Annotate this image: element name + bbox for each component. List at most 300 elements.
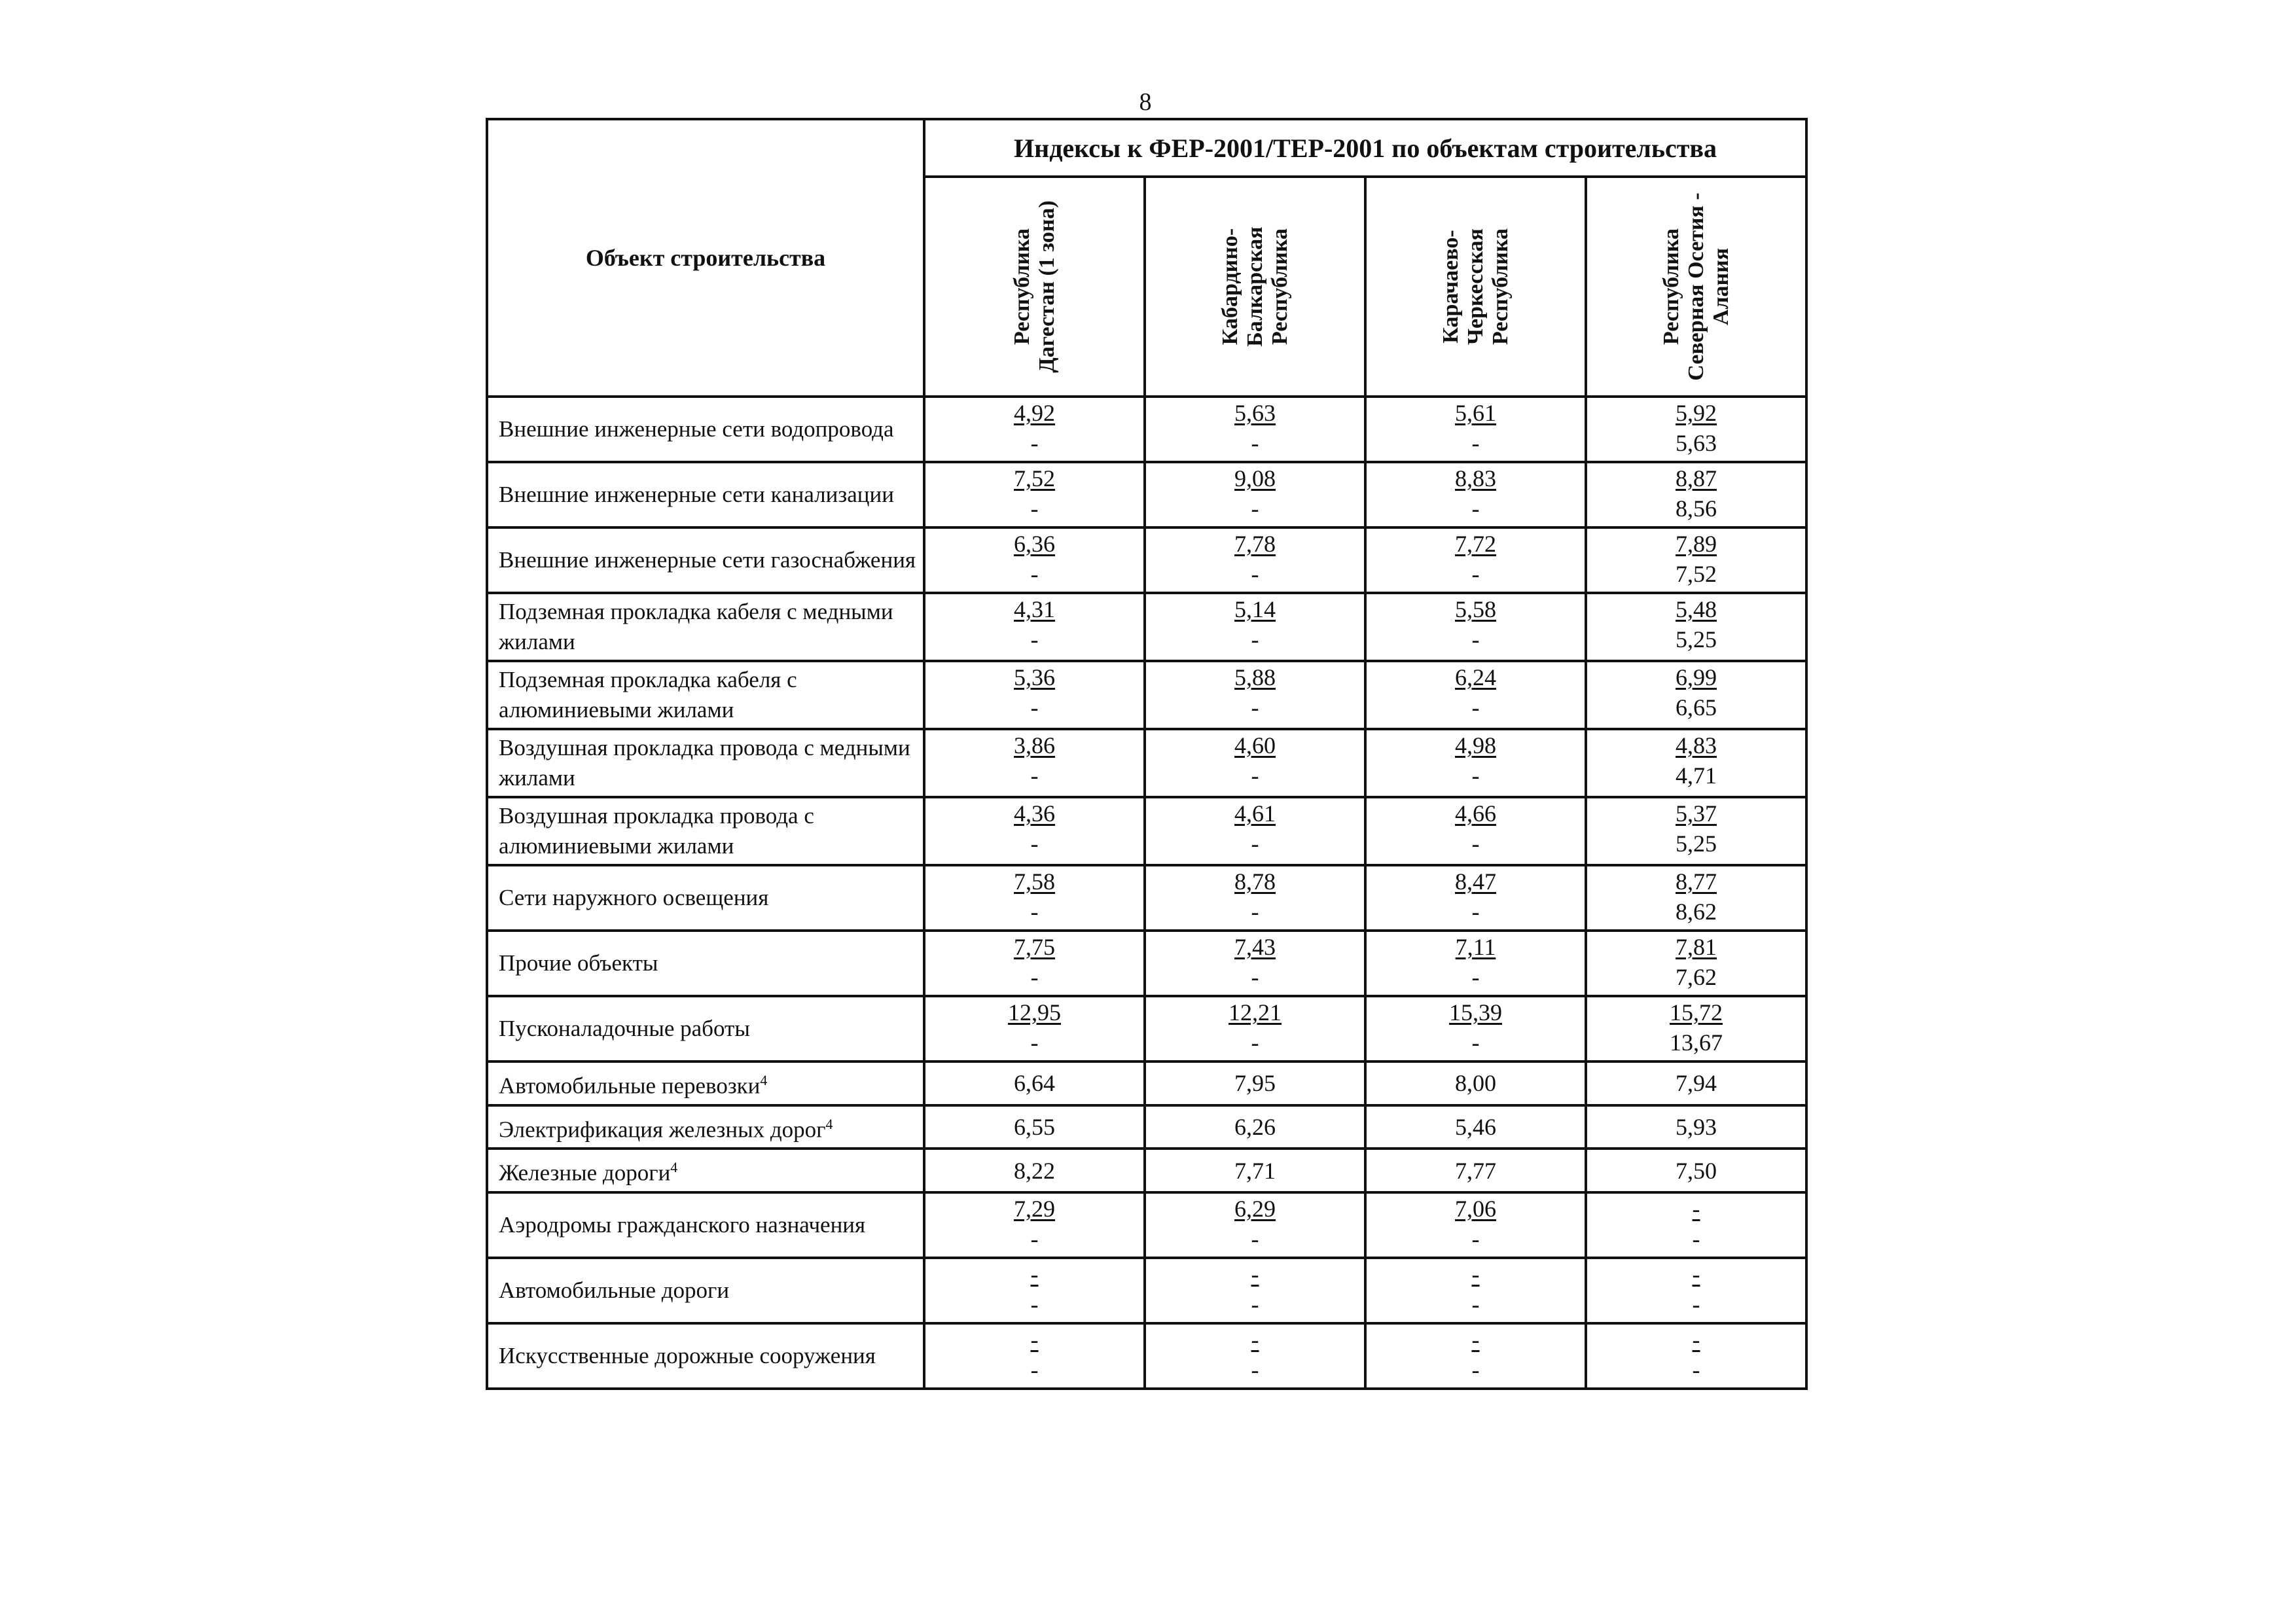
region-label: Карачаево-Черкесская Республика xyxy=(1438,228,1513,345)
index-denominator: - xyxy=(1251,430,1259,456)
index-cell xyxy=(1586,397,1806,462)
value-text: 8,87 xyxy=(1676,465,1717,491)
value-text: 7,72 xyxy=(1455,531,1496,557)
object-name-cell xyxy=(487,797,924,865)
object-name: Автомобильные дороги xyxy=(499,1277,730,1303)
region-header xyxy=(1586,177,1806,397)
indices-header: Индексы к ФЕР-2001/ТЕР-2001 по объектам строительства xyxy=(924,119,1806,177)
index-cell xyxy=(1145,661,1365,729)
value-text: 4,61 xyxy=(1234,800,1276,827)
value-text: - xyxy=(1471,1260,1480,1287)
value-text: 7,29 xyxy=(1014,1195,1055,1222)
value-text: 5,36 xyxy=(1014,664,1055,690)
index-denominator: - xyxy=(1030,495,1039,522)
index-cell xyxy=(1145,1192,1365,1258)
index-numerator xyxy=(1146,997,1364,1027)
value-text: 8,78 xyxy=(1234,868,1276,895)
index-numerator xyxy=(1587,1194,1805,1224)
index-numerator xyxy=(1367,932,1585,962)
index-denominator: - xyxy=(1030,1225,1039,1252)
index-numerator xyxy=(925,1194,1143,1224)
index-cell xyxy=(924,1258,1145,1323)
index-numerator xyxy=(925,398,1143,428)
index-denominator: - xyxy=(1030,694,1039,721)
index-denominator: - xyxy=(1471,1356,1480,1383)
value-text: 6,99 xyxy=(1676,664,1717,690)
index-cell xyxy=(1586,996,1806,1061)
index-numerator xyxy=(1146,529,1364,559)
index-cell xyxy=(1365,1323,1586,1389)
table-row xyxy=(487,527,1806,593)
object-name-cell xyxy=(487,661,924,729)
object-name-cell xyxy=(487,397,924,462)
object-name: Подземная прокладка кабеля с алюминиевыми жилами xyxy=(499,667,797,722)
value-text: - xyxy=(1692,1326,1700,1353)
index-cell xyxy=(1586,593,1806,661)
value-text: 12,21 xyxy=(1229,999,1282,1026)
index-numerator xyxy=(1587,463,1805,493)
index-denominator: - xyxy=(1471,830,1480,857)
index-cell xyxy=(924,1105,1145,1149)
index-numerator xyxy=(1587,398,1805,428)
index-denominator: - xyxy=(1030,899,1039,925)
index-cell xyxy=(1365,996,1586,1061)
index-cell xyxy=(1145,931,1365,996)
index-value xyxy=(1367,1156,1585,1185)
index-numerator xyxy=(1146,730,1364,760)
index-value xyxy=(1587,1156,1805,1185)
index-cell xyxy=(1586,1061,1806,1105)
index-denominator: 5,25 xyxy=(1676,626,1717,652)
index-cell xyxy=(1365,729,1586,797)
index-numerator xyxy=(1367,529,1585,559)
value-text: 4,31 xyxy=(1014,596,1055,622)
value-text: 15,39 xyxy=(1449,999,1502,1026)
value-text: 6,64 xyxy=(1014,1070,1055,1097)
index-numerator xyxy=(1587,1259,1805,1289)
index-cell xyxy=(1145,729,1365,797)
index-denominator: - xyxy=(1030,430,1039,456)
index-denominator: 8,56 xyxy=(1676,495,1717,522)
value-text: 6,55 xyxy=(1014,1113,1055,1140)
value-text: 5,58 xyxy=(1455,596,1496,622)
table-row xyxy=(487,593,1806,661)
table-row xyxy=(487,462,1806,527)
index-numerator xyxy=(925,798,1143,829)
index-cell xyxy=(1365,797,1586,865)
index-denominator: - xyxy=(1471,495,1480,522)
index-denominator: - xyxy=(1471,430,1480,456)
index-denominator: - xyxy=(1471,1029,1480,1056)
object-name: Аэродромы гражданского назначения xyxy=(499,1211,866,1238)
index-cell xyxy=(1586,527,1806,593)
index-cell xyxy=(1586,462,1806,527)
index-cell xyxy=(1586,1105,1806,1149)
value-text: 7,06 xyxy=(1455,1195,1496,1222)
index-cell xyxy=(1145,593,1365,661)
value-text: 4,60 xyxy=(1234,732,1276,758)
region-label: Республика Северная Осетия - Алания xyxy=(1659,192,1733,381)
index-cell xyxy=(924,397,1145,462)
region-label: Кабардино-Балкарская Республика xyxy=(1217,226,1292,347)
index-denominator: 13,67 xyxy=(1670,1029,1723,1056)
index-cell xyxy=(924,593,1145,661)
value-text: 7,50 xyxy=(1676,1157,1717,1184)
value-text: 7,58 xyxy=(1014,868,1055,895)
object-name-cell xyxy=(487,1323,924,1389)
index-cell xyxy=(1586,729,1806,797)
value-text: 7,89 xyxy=(1676,531,1717,557)
object-name-cell xyxy=(487,1149,924,1192)
index-numerator xyxy=(1367,594,1585,624)
value-text: 8,00 xyxy=(1455,1070,1496,1097)
footnote-marker: 4 xyxy=(825,1115,833,1132)
index-numerator xyxy=(1367,398,1585,428)
index-numerator xyxy=(925,1259,1143,1289)
object-column-header: Объект строительства xyxy=(487,119,924,397)
value-text: 7,95 xyxy=(1234,1070,1276,1097)
index-cell xyxy=(1365,1105,1586,1149)
index-denominator: - xyxy=(1692,1356,1700,1383)
value-text: 6,29 xyxy=(1234,1195,1276,1222)
index-cell xyxy=(924,865,1145,931)
region-header xyxy=(1365,177,1586,397)
value-text: 7,75 xyxy=(1014,934,1055,960)
table-row xyxy=(487,1061,1806,1105)
value-text: 4,92 xyxy=(1014,400,1055,426)
index-cell xyxy=(924,931,1145,996)
index-numerator xyxy=(1587,529,1805,559)
index-cell xyxy=(1145,1061,1365,1105)
index-denominator: - xyxy=(1251,762,1259,789)
index-denominator: - xyxy=(1030,964,1039,990)
index-denominator: - xyxy=(1251,830,1259,857)
index-denominator: 7,62 xyxy=(1676,964,1717,990)
index-denominator: - xyxy=(1251,626,1259,652)
index-numerator xyxy=(1367,463,1585,493)
index-denominator: - xyxy=(1251,899,1259,925)
index-numerator xyxy=(1587,1325,1805,1355)
index-denominator: - xyxy=(1030,762,1039,789)
index-numerator xyxy=(925,529,1143,559)
object-name: Подземная прокладка кабеля с медными жилами xyxy=(499,599,893,654)
value-text: 7,77 xyxy=(1455,1157,1496,1184)
index-numerator xyxy=(1587,730,1805,760)
index-denominator: 6,65 xyxy=(1676,694,1717,721)
table-row xyxy=(487,1323,1806,1389)
index-cell xyxy=(1365,865,1586,931)
table-row xyxy=(487,661,1806,729)
index-value xyxy=(1587,1069,1805,1097)
object-name: Воздушная прокладка провода с медными жилами xyxy=(499,735,910,791)
index-cell xyxy=(1145,527,1365,593)
value-text: 7,78 xyxy=(1234,531,1276,557)
index-denominator: 4,71 xyxy=(1676,762,1717,789)
value-text: 4,66 xyxy=(1455,800,1496,827)
value-text: 7,52 xyxy=(1014,465,1055,491)
index-numerator xyxy=(1367,730,1585,760)
index-cell xyxy=(1586,1323,1806,1389)
region-label: Республика Дагестан (1 зона) xyxy=(1009,200,1059,373)
index-numerator xyxy=(1146,662,1364,692)
index-cell xyxy=(924,1061,1145,1105)
index-cell xyxy=(924,797,1145,865)
object-name-cell xyxy=(487,1258,924,1323)
object-name-cell xyxy=(487,593,924,661)
index-numerator xyxy=(1146,1194,1364,1224)
object-name: Пусконаладочные работы xyxy=(499,1016,750,1041)
index-cell xyxy=(1365,593,1586,661)
index-denominator: - xyxy=(1471,762,1480,789)
index-numerator xyxy=(1146,463,1364,493)
table-row xyxy=(487,797,1806,865)
index-denominator: 7,52 xyxy=(1676,561,1717,587)
index-numerator xyxy=(1367,798,1585,829)
index-cell xyxy=(1365,397,1586,462)
value-text: - xyxy=(1692,1195,1700,1222)
value-text: 6,36 xyxy=(1014,531,1055,557)
index-denominator: 5,25 xyxy=(1676,830,1717,857)
page-number: 8 xyxy=(1139,88,1152,116)
index-cell xyxy=(1365,462,1586,527)
table-row xyxy=(487,397,1806,462)
index-cell xyxy=(1586,931,1806,996)
value-text: 6,26 xyxy=(1234,1113,1276,1140)
value-text: 12,95 xyxy=(1008,999,1061,1026)
value-text: - xyxy=(1251,1260,1259,1287)
index-numerator xyxy=(925,932,1143,962)
region-header xyxy=(1145,177,1365,397)
object-name-cell xyxy=(487,865,924,931)
index-numerator xyxy=(1587,662,1805,692)
object-name-cell xyxy=(487,1192,924,1258)
index-value xyxy=(925,1113,1143,1141)
index-numerator xyxy=(1367,662,1585,692)
value-text: 5,88 xyxy=(1234,664,1276,690)
index-cell xyxy=(1145,1105,1365,1149)
index-numerator xyxy=(925,997,1143,1027)
index-numerator xyxy=(1146,932,1364,962)
object-name-cell xyxy=(487,729,924,797)
index-denominator: - xyxy=(1251,1356,1259,1383)
value-text: 5,48 xyxy=(1676,596,1717,622)
index-denominator: - xyxy=(1030,1291,1039,1317)
index-denominator: - xyxy=(1692,1225,1700,1252)
index-value xyxy=(1367,1069,1585,1097)
index-numerator xyxy=(1587,798,1805,829)
index-cell xyxy=(1365,1061,1586,1105)
value-text: - xyxy=(1692,1260,1700,1287)
value-text: 7,43 xyxy=(1234,934,1276,960)
index-numerator xyxy=(1587,866,1805,897)
indices-table xyxy=(486,118,1808,1390)
table-row xyxy=(487,729,1806,797)
index-value xyxy=(1146,1069,1364,1097)
index-numerator xyxy=(1146,866,1364,897)
index-cell xyxy=(1145,996,1365,1061)
index-value xyxy=(1146,1156,1364,1185)
object-name: Внешние инженерные сети газоснабжения xyxy=(499,547,916,573)
index-cell xyxy=(924,1149,1145,1192)
table-body xyxy=(487,397,1806,1389)
index-denominator: - xyxy=(1030,626,1039,652)
index-denominator: - xyxy=(1471,964,1480,990)
index-denominator: - xyxy=(1251,561,1259,587)
object-name: Искусственные дорожные сооружения xyxy=(499,1342,876,1368)
index-denominator: - xyxy=(1692,1291,1700,1317)
index-numerator xyxy=(925,463,1143,493)
value-text: - xyxy=(1251,1326,1259,1353)
index-cell xyxy=(924,462,1145,527)
value-text: 5,14 xyxy=(1234,596,1276,622)
index-numerator xyxy=(1587,594,1805,624)
index-cell xyxy=(1586,661,1806,729)
object-name-cell xyxy=(487,1105,924,1149)
index-cell xyxy=(1145,1258,1365,1323)
table-row xyxy=(487,1192,1806,1258)
index-denominator: - xyxy=(1471,899,1480,925)
index-numerator xyxy=(1367,866,1585,897)
object-name-cell xyxy=(487,527,924,593)
index-value xyxy=(925,1156,1143,1185)
index-cell xyxy=(1586,865,1806,931)
value-text: 9,08 xyxy=(1234,465,1276,491)
index-cell xyxy=(1365,931,1586,996)
value-text: - xyxy=(1030,1326,1039,1353)
index-denominator: - xyxy=(1030,1356,1039,1383)
index-cell xyxy=(1145,1323,1365,1389)
index-cell xyxy=(1586,1192,1806,1258)
index-numerator xyxy=(925,866,1143,897)
object-name: Воздушная прокладка провода с алюминиевыми жилами xyxy=(499,803,814,859)
index-cell xyxy=(924,1192,1145,1258)
index-cell xyxy=(924,996,1145,1061)
index-denominator: - xyxy=(1251,964,1259,990)
value-text: 5,63 xyxy=(1234,400,1276,426)
index-cell xyxy=(1145,1149,1365,1192)
index-numerator xyxy=(1367,1259,1585,1289)
index-numerator xyxy=(1146,398,1364,428)
index-value xyxy=(1587,1113,1805,1141)
index-cell xyxy=(924,661,1145,729)
index-denominator: - xyxy=(1251,1029,1259,1056)
value-text: 8,77 xyxy=(1676,868,1717,895)
index-numerator xyxy=(925,662,1143,692)
object-name: Внешние инженерные сети водопровода xyxy=(499,416,894,442)
object-name-cell xyxy=(487,1061,924,1105)
object-name: Внешние инженерные сети канализации xyxy=(499,482,894,507)
index-denominator: - xyxy=(1251,1291,1259,1317)
index-cell xyxy=(924,729,1145,797)
index-numerator xyxy=(925,594,1143,624)
index-cell xyxy=(1365,1149,1586,1192)
index-numerator xyxy=(925,1325,1143,1355)
value-text: 15,72 xyxy=(1670,999,1723,1026)
index-denominator: - xyxy=(1471,694,1480,721)
index-numerator xyxy=(1587,932,1805,962)
index-cell xyxy=(1365,527,1586,593)
table-row xyxy=(487,1149,1806,1192)
footnote-marker: 4 xyxy=(760,1072,768,1088)
value-text: 4,98 xyxy=(1455,732,1496,758)
index-cell xyxy=(924,527,1145,593)
index-denominator: 5,63 xyxy=(1676,430,1717,456)
index-denominator: - xyxy=(1030,561,1039,587)
index-numerator xyxy=(1146,1259,1364,1289)
index-denominator: - xyxy=(1030,1029,1039,1056)
index-numerator xyxy=(1367,997,1585,1027)
value-text: 5,61 xyxy=(1455,400,1496,426)
object-name-cell xyxy=(487,996,924,1061)
index-value xyxy=(1367,1113,1585,1141)
value-text: 5,93 xyxy=(1676,1113,1717,1140)
index-numerator xyxy=(925,730,1143,760)
footnote-marker: 4 xyxy=(670,1159,678,1176)
value-text: 4,83 xyxy=(1676,732,1717,758)
index-numerator xyxy=(1146,594,1364,624)
table-row xyxy=(487,931,1806,996)
table-row xyxy=(487,1258,1806,1323)
object-name: Сети наружного освещения xyxy=(499,885,769,910)
value-text: 5,92 xyxy=(1676,400,1717,426)
index-cell xyxy=(1586,1258,1806,1323)
index-value xyxy=(1146,1113,1364,1141)
value-text: 5,37 xyxy=(1676,800,1717,827)
index-cell xyxy=(1145,865,1365,931)
index-cell xyxy=(1586,1149,1806,1192)
index-cell xyxy=(1365,661,1586,729)
index-denominator: - xyxy=(1030,830,1039,857)
index-cell xyxy=(1586,797,1806,865)
index-numerator xyxy=(1367,1325,1585,1355)
table-row xyxy=(487,1105,1806,1149)
value-text: 7,71 xyxy=(1234,1157,1276,1184)
index-cell xyxy=(1145,462,1365,527)
index-value xyxy=(925,1069,1143,1097)
index-numerator xyxy=(1367,1194,1585,1224)
table-row xyxy=(487,996,1806,1061)
value-text: 5,46 xyxy=(1455,1113,1496,1140)
index-denominator: - xyxy=(1471,1225,1480,1252)
index-cell xyxy=(1145,797,1365,865)
object-name-cell xyxy=(487,462,924,527)
index-denominator: - xyxy=(1251,694,1259,721)
value-text: - xyxy=(1030,1260,1039,1287)
index-denominator: 8,62 xyxy=(1676,899,1717,925)
index-numerator xyxy=(1587,997,1805,1027)
index-denominator: - xyxy=(1471,1291,1480,1317)
region-header xyxy=(924,177,1145,397)
index-cell xyxy=(1145,397,1365,462)
value-text: 3,86 xyxy=(1014,732,1055,758)
value-text: 8,83 xyxy=(1455,465,1496,491)
index-cell xyxy=(1365,1258,1586,1323)
object-name: Железные дороги xyxy=(499,1160,671,1186)
index-cell xyxy=(924,1323,1145,1389)
value-text: - xyxy=(1471,1326,1480,1353)
index-denominator: - xyxy=(1251,1225,1259,1252)
object-name: Прочие объекты xyxy=(499,950,658,976)
index-denominator: - xyxy=(1471,626,1480,652)
table-row xyxy=(487,865,1806,931)
value-text: 8,22 xyxy=(1014,1157,1055,1184)
object-name: Электрификация железных дорог xyxy=(499,1116,826,1143)
value-text: 7,11 xyxy=(1455,934,1496,960)
object-name-cell xyxy=(487,931,924,996)
index-numerator xyxy=(1146,1325,1364,1355)
index-denominator: - xyxy=(1471,561,1480,587)
value-text: 4,36 xyxy=(1014,800,1055,827)
